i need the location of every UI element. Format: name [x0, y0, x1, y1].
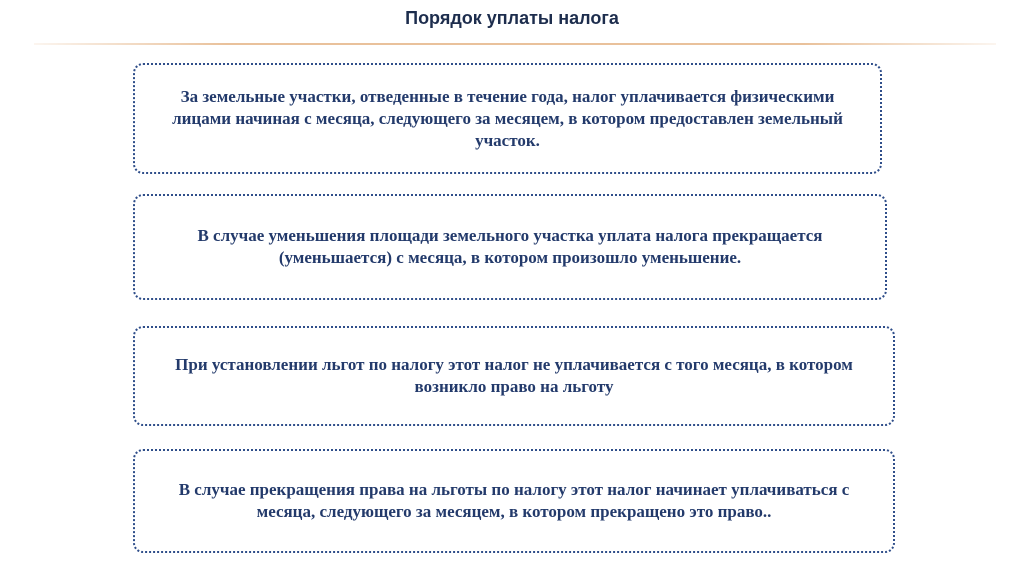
- info-box-land-allotted: [133, 63, 882, 174]
- info-box-area-reduction: [133, 194, 887, 300]
- info-box-text: В случае прекращения права на льготы по налогу этот налог начинает уплачиваться с месяца, следующего за месяцем, в котором прекращено это право..: [178, 480, 850, 521]
- slide-title: Порядок уплаты налога: [405, 8, 619, 28]
- info-box-benefit-established: [133, 326, 895, 426]
- info-box-text: При установлении льгот по налогу этот налог не уплачивается с того месяца, в котором возникло право на льготу: [175, 355, 853, 396]
- title-divider: [34, 43, 996, 45]
- info-box-benefit-terminated: [133, 449, 895, 553]
- info-box-text: В случае уменьшения площади земельного участка уплата налога прекращается (уменьшается) с месяца, в котором произошло уменьшение.: [197, 226, 823, 267]
- info-box-text: За земельные участки, отведенные в течение года, налог уплачивается физическими лицами начиная с месяца, следующего за месяцем, в котором предоставлен земельный участок.: [172, 86, 843, 150]
